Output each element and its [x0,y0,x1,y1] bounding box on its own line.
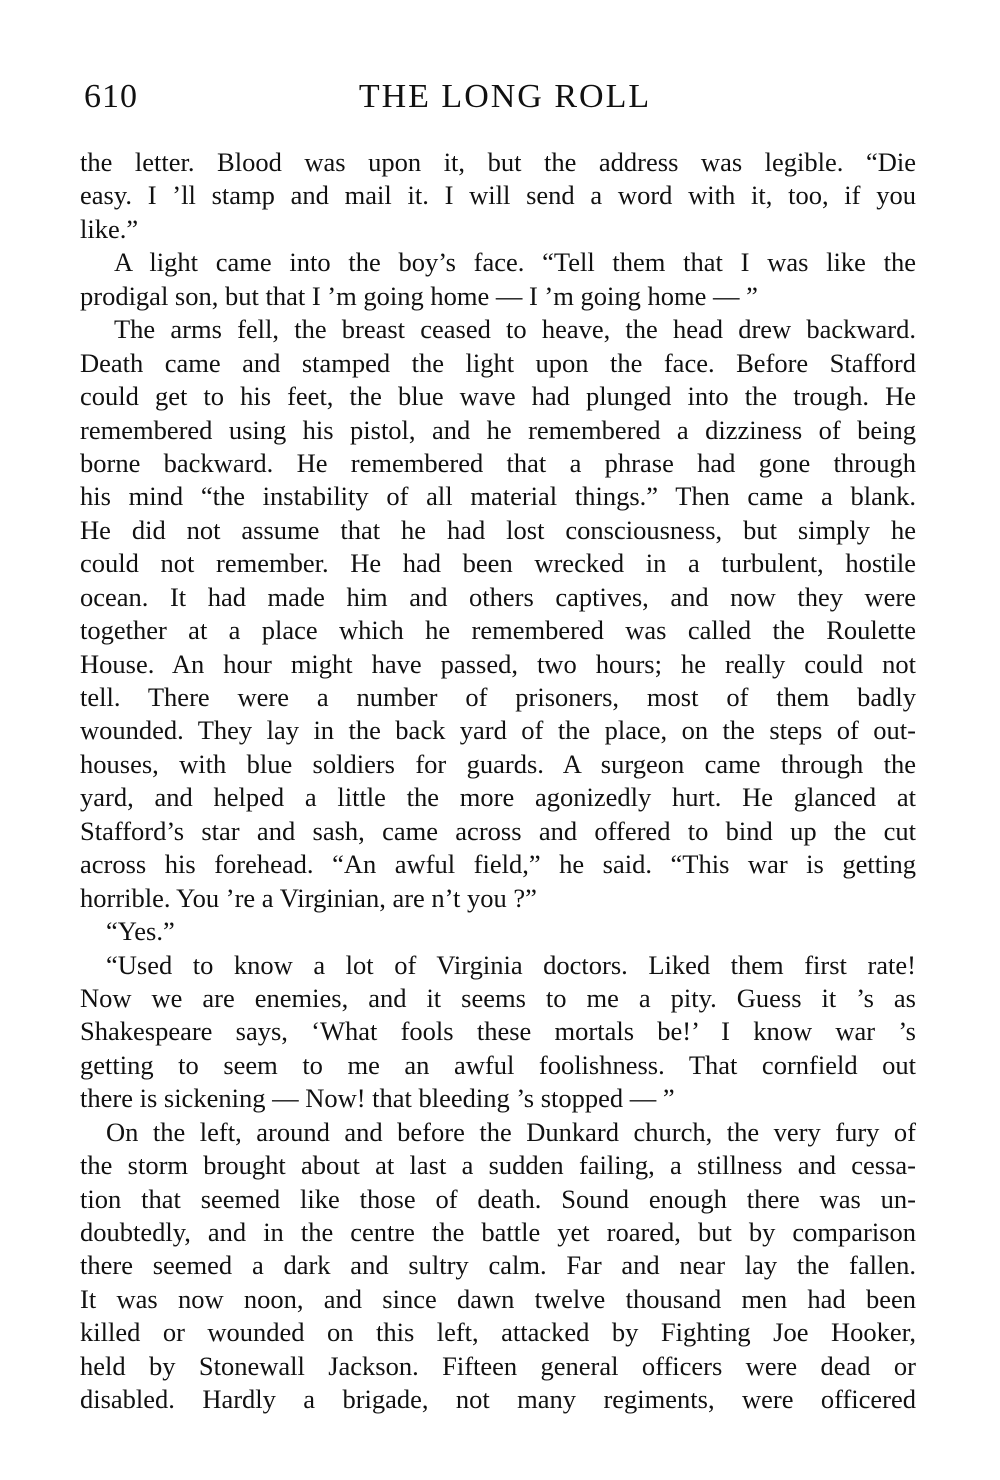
text-line: horrible. You ’re a Virginian, are n’t you ?” [80,882,537,913]
text-line: borne backward. He remembered that a phrase had gone through [80,447,916,478]
text-line: “Yes.” [106,916,175,947]
text-line: across his forehead. “An awful field,” he said. “This war is getting [80,849,916,880]
text-line: together at a place which he remembered was called the Roulette [80,615,916,646]
text-line: could not remember. He had been wrecked in a turbulent, hostile [80,548,916,579]
text-line: houses, with blue soldiers for guards. A surgeon came through the [80,748,916,779]
text-line: wounded. They lay in the back yard of the place, on the steps of out- [80,715,916,746]
text-line: disabled. Hardly a brigade, not many regiments, were officered [80,1384,916,1415]
text-line: tell. There were a number of prisoners, most of them badly [80,682,916,712]
text-line: House. An hour might have passed, two hours; he really could not [80,648,916,679]
text-line: Shakespeare says, ‘What fools these mortals be!’ I know war ’s [80,1016,916,1047]
text-line: “Used to know a lot of Virginia doctors. Liked them first rate! [106,949,916,980]
body-text [80,146,916,1417]
text-line: Stafford’s star and sash, came across and offered to bind up the cut [80,815,916,846]
text-line: his mind “the instability of all material things.” Then came a blank. [80,481,916,512]
page-header [80,78,920,122]
text-line: yard, and helped a little the more agonizedly hurt. He glanced at [80,782,916,813]
text-line: Death came and stamped the light upon the face. Before Stafford [80,347,916,378]
text-line: there seemed a dark and sultry calm. Far and near lay the fallen. [80,1250,916,1281]
text-line: could get to his feet, the blue wave had plunged into the trough. He [80,381,916,412]
text-line: easy. I ’ll stamp and mail it. I will send a word with it, too, if you [80,180,916,211]
text-line: ocean. It had made him and others captives, and now they were [80,581,916,612]
text-line: He did not assume that he had lost consciousness, but simply he [80,514,916,545]
text-line: killed or wounded on this left, attacked by Fighting Joe Hooker, [80,1317,916,1348]
text-line: Now we are enemies, and it seems to me a pity. Guess it ’s as [80,982,916,1013]
text-line: like.” [80,213,139,244]
text-line: tion that seemed like those of death. Sound enough there was un- [80,1183,916,1214]
text-line: getting to seem to me an awful foolishness. That cornfield out [80,1049,916,1080]
text-line: It was now noon, and since dawn twelve thousand men had been [80,1283,916,1314]
text-line: the letter. Blood was upon it, but the address was legible. “Die [80,147,916,177]
text-line: The arms fell, the breast ceased to heave, the head drew backward. [114,314,916,345]
text-line: the storm brought about at last a sudden failing, a stillness and cessa- [80,1150,916,1181]
text-line: held by Stonewall Jackson. Fifteen general officers were dead or [80,1350,916,1381]
text-line: A light came into the boy’s face. “Tell them that I was like the [114,247,916,278]
page-number: 610 [84,78,138,115]
text-line: doubtedly, and in the centre the battle yet roared, but by comparison [80,1217,916,1247]
text-line: there is sickening — Now! that bleeding ’s stopped — ” [80,1083,675,1114]
text-line: remembered using his pistol, and he remembered a dizziness of being [80,414,916,445]
text-line: prodigal son, but that I ’m going home — I ’m going home — ” [80,280,758,311]
running-title: THE LONG ROLL [358,78,652,115]
text-line: On the left, around and before the Dunkard church, the very fury of [106,1116,916,1147]
